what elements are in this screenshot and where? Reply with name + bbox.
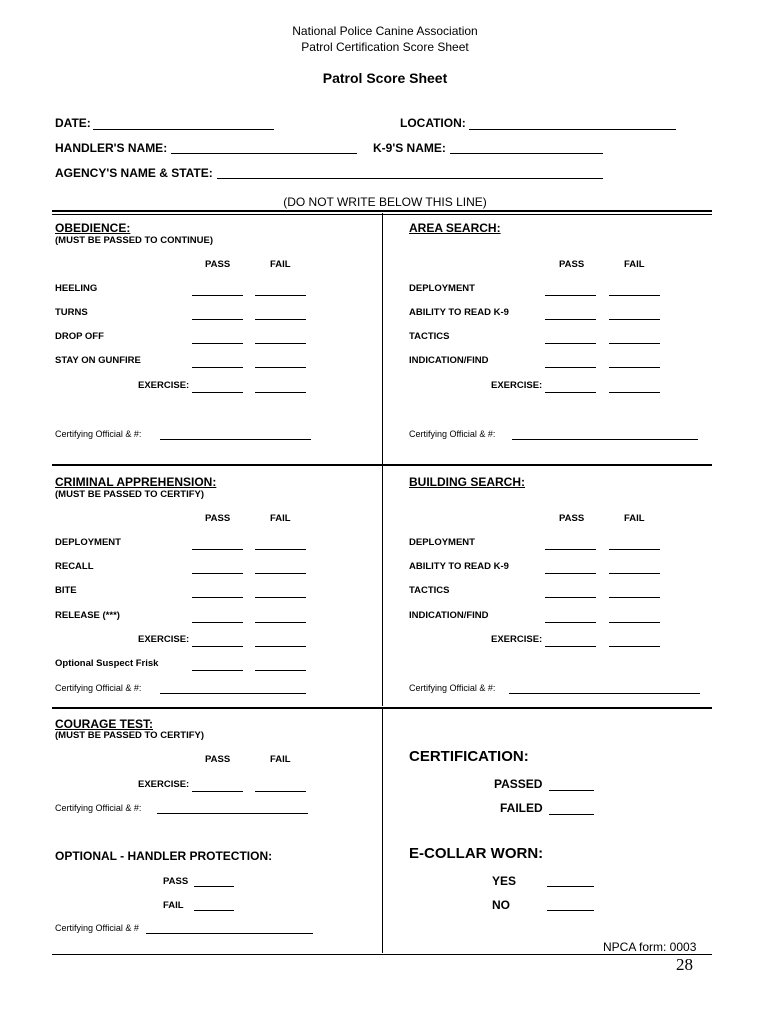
fail-field[interactable] bbox=[255, 392, 306, 393]
fail-field[interactable] bbox=[609, 319, 660, 320]
courage-test-title: COURAGE TEST: bbox=[55, 717, 154, 731]
courage-note: (MUST BE PASSED TO CERTIFY) bbox=[55, 730, 205, 741]
ecollar-title: E-COLLAR WORN: bbox=[409, 845, 544, 862]
fail-field[interactable] bbox=[255, 597, 306, 598]
fail-field[interactable] bbox=[255, 549, 306, 550]
pass-field[interactable] bbox=[545, 392, 596, 393]
pass-header: PASS bbox=[205, 513, 231, 524]
fail-field[interactable] bbox=[194, 910, 234, 911]
divider-note: (DO NOT WRITE BELOW THIS LINE) bbox=[283, 195, 487, 209]
pass-field[interactable] bbox=[194, 886, 234, 887]
pass-field[interactable] bbox=[545, 622, 596, 623]
location-field[interactable] bbox=[469, 129, 676, 130]
certifying-official-field[interactable] bbox=[146, 933, 313, 934]
fail-field[interactable] bbox=[255, 343, 306, 344]
page-title: Patrol Score Sheet bbox=[322, 70, 448, 86]
fail-field[interactable] bbox=[255, 319, 306, 320]
list-item: INDICATION/FIND bbox=[409, 610, 489, 621]
certifying-official-label: Certifying Official & #: bbox=[409, 429, 496, 439]
list-item: BITE bbox=[55, 585, 77, 596]
pass-field[interactable] bbox=[192, 392, 243, 393]
handler-protection-title: OPTIONAL - HANDLER PROTECTION: bbox=[55, 849, 273, 863]
fail-header: FAIL bbox=[624, 513, 645, 524]
list-item: STAY ON GUNFIRE bbox=[55, 355, 141, 366]
certifying-official-field[interactable] bbox=[160, 693, 306, 694]
pass-field[interactable] bbox=[192, 343, 243, 344]
pass-field[interactable] bbox=[192, 791, 243, 792]
pass-field[interactable] bbox=[545, 549, 596, 550]
k9-name-field[interactable] bbox=[450, 153, 603, 154]
fail-field[interactable] bbox=[255, 295, 306, 296]
obedience-title: OBEDIENCE: bbox=[55, 221, 131, 235]
form-number: NPCA form: 0003 bbox=[603, 940, 697, 954]
list-item: ABILITY TO READ K-9 bbox=[409, 307, 509, 318]
pass-header: PASS bbox=[559, 259, 585, 270]
certifying-official-label: Certifying Official & #: bbox=[409, 683, 496, 693]
fail-field[interactable] bbox=[255, 646, 306, 647]
column-divider bbox=[382, 466, 383, 706]
pass-field[interactable] bbox=[192, 646, 243, 647]
pass-field[interactable] bbox=[545, 367, 596, 368]
no-field[interactable] bbox=[547, 910, 594, 911]
list-item: RELEASE (***) bbox=[55, 610, 120, 621]
pass-field[interactable] bbox=[545, 646, 596, 647]
fail-field[interactable] bbox=[255, 622, 306, 623]
fail-field[interactable] bbox=[609, 367, 660, 368]
exercise-label: EXERCISE: bbox=[138, 634, 190, 645]
pass-header: PASS bbox=[559, 513, 585, 524]
fail-field[interactable] bbox=[255, 670, 306, 671]
area-search-title: AREA SEARCH: bbox=[409, 221, 501, 235]
exercise-label: EXERCISE: bbox=[138, 380, 190, 391]
fail-label: FAIL bbox=[163, 900, 184, 911]
footer-line bbox=[52, 954, 712, 955]
exercise-label: EXERCISE: bbox=[491, 380, 543, 391]
certifying-official-label: Certifying Official & #: bbox=[55, 803, 142, 813]
pass-field[interactable] bbox=[192, 622, 243, 623]
no-label: NO bbox=[492, 898, 510, 912]
list-item: DROP OFF bbox=[55, 331, 104, 342]
suspect-frisk-label: Optional Suspect Frisk bbox=[55, 658, 159, 669]
list-item: TACTICS bbox=[409, 585, 450, 596]
list-item: ABILITY TO READ K-9 bbox=[409, 561, 509, 572]
pass-field[interactable] bbox=[192, 670, 243, 671]
list-item: RECALL bbox=[55, 561, 94, 572]
pass-header: PASS bbox=[205, 259, 231, 270]
passed-field[interactable] bbox=[549, 790, 594, 791]
fail-field[interactable] bbox=[609, 392, 660, 393]
list-item: TURNS bbox=[55, 307, 88, 318]
pass-field[interactable] bbox=[545, 597, 596, 598]
column-divider bbox=[382, 213, 383, 465]
fail-field[interactable] bbox=[255, 791, 306, 792]
list-item: DEPLOYMENT bbox=[409, 537, 475, 548]
location-label: LOCATION: bbox=[400, 116, 466, 130]
exercise-label: EXERCISE: bbox=[491, 634, 543, 645]
list-item: INDICATION/FIND bbox=[409, 355, 489, 366]
fail-field[interactable] bbox=[609, 646, 660, 647]
date-label: DATE: bbox=[55, 116, 91, 130]
failed-label: FAILED bbox=[500, 801, 543, 815]
fail-field[interactable] bbox=[609, 343, 660, 344]
pass-field[interactable] bbox=[192, 319, 243, 320]
fail-field[interactable] bbox=[609, 549, 660, 550]
sheet-subtitle: Patrol Certification Score Sheet bbox=[301, 40, 469, 54]
certifying-official-field[interactable] bbox=[512, 439, 698, 440]
pass-field[interactable] bbox=[545, 319, 596, 320]
criminal-apprehension-title: CRIMINAL APPREHENSION: bbox=[55, 475, 217, 489]
fail-header: FAIL bbox=[270, 259, 291, 270]
passed-label: PASSED bbox=[494, 777, 543, 791]
pass-field[interactable] bbox=[192, 549, 243, 550]
certifying-official-label: Certifying Official & # bbox=[55, 923, 139, 933]
column-divider bbox=[382, 709, 383, 953]
pass-field[interactable] bbox=[192, 295, 243, 296]
pass-field[interactable] bbox=[192, 367, 243, 368]
fail-header: FAIL bbox=[624, 259, 645, 270]
certifying-official-label: Certifying Official & #: bbox=[55, 683, 142, 693]
agency-label: AGENCY'S NAME & STATE: bbox=[55, 166, 213, 180]
date-field[interactable] bbox=[93, 129, 274, 130]
fail-field[interactable] bbox=[609, 622, 660, 623]
certifying-official-field[interactable] bbox=[509, 693, 700, 694]
fail-field[interactable] bbox=[255, 367, 306, 368]
list-item: TACTICS bbox=[409, 331, 450, 342]
pass-field[interactable] bbox=[545, 343, 596, 344]
pass-field[interactable] bbox=[545, 295, 596, 296]
certifying-official-field[interactable] bbox=[157, 813, 308, 814]
pass-field[interactable] bbox=[192, 573, 243, 574]
divider-line bbox=[52, 210, 712, 212]
k9-name-label: K-9'S NAME: bbox=[373, 141, 446, 155]
handler-name-label: HANDLER'S NAME: bbox=[55, 141, 168, 155]
list-item: DEPLOYMENT bbox=[55, 537, 121, 548]
yes-label: YES bbox=[492, 874, 517, 888]
pass-header: PASS bbox=[205, 754, 231, 765]
certification-title: CERTIFICATION: bbox=[409, 748, 529, 765]
list-item: HEELING bbox=[55, 283, 98, 294]
failed-field[interactable] bbox=[549, 814, 594, 815]
agency-field[interactable] bbox=[217, 178, 603, 179]
certifying-official-field[interactable] bbox=[160, 439, 311, 440]
criminal-note: (MUST BE PASSED TO CERTIFY) bbox=[55, 489, 205, 500]
obedience-note: (MUST BE PASSED TO CONTINUE) bbox=[55, 235, 213, 246]
pass-label: PASS bbox=[163, 876, 189, 887]
fail-header: FAIL bbox=[270, 754, 291, 765]
fail-field[interactable] bbox=[255, 573, 306, 574]
building-search-title: BUILDING SEARCH: bbox=[409, 475, 525, 489]
handler-name-field[interactable] bbox=[171, 153, 357, 154]
fail-field[interactable] bbox=[609, 597, 660, 598]
fail-header: FAIL bbox=[270, 513, 291, 524]
fail-field[interactable] bbox=[609, 573, 660, 574]
yes-field[interactable] bbox=[547, 886, 594, 887]
pass-field[interactable] bbox=[545, 573, 596, 574]
pass-field[interactable] bbox=[192, 597, 243, 598]
org-name: National Police Canine Association bbox=[292, 24, 478, 38]
list-item: DEPLOYMENT bbox=[409, 283, 475, 294]
certifying-official-label: Certifying Official & #: bbox=[55, 429, 142, 439]
exercise-label: EXERCISE: bbox=[138, 779, 190, 790]
page-number: 28 bbox=[676, 955, 693, 974]
fail-field[interactable] bbox=[609, 295, 660, 296]
